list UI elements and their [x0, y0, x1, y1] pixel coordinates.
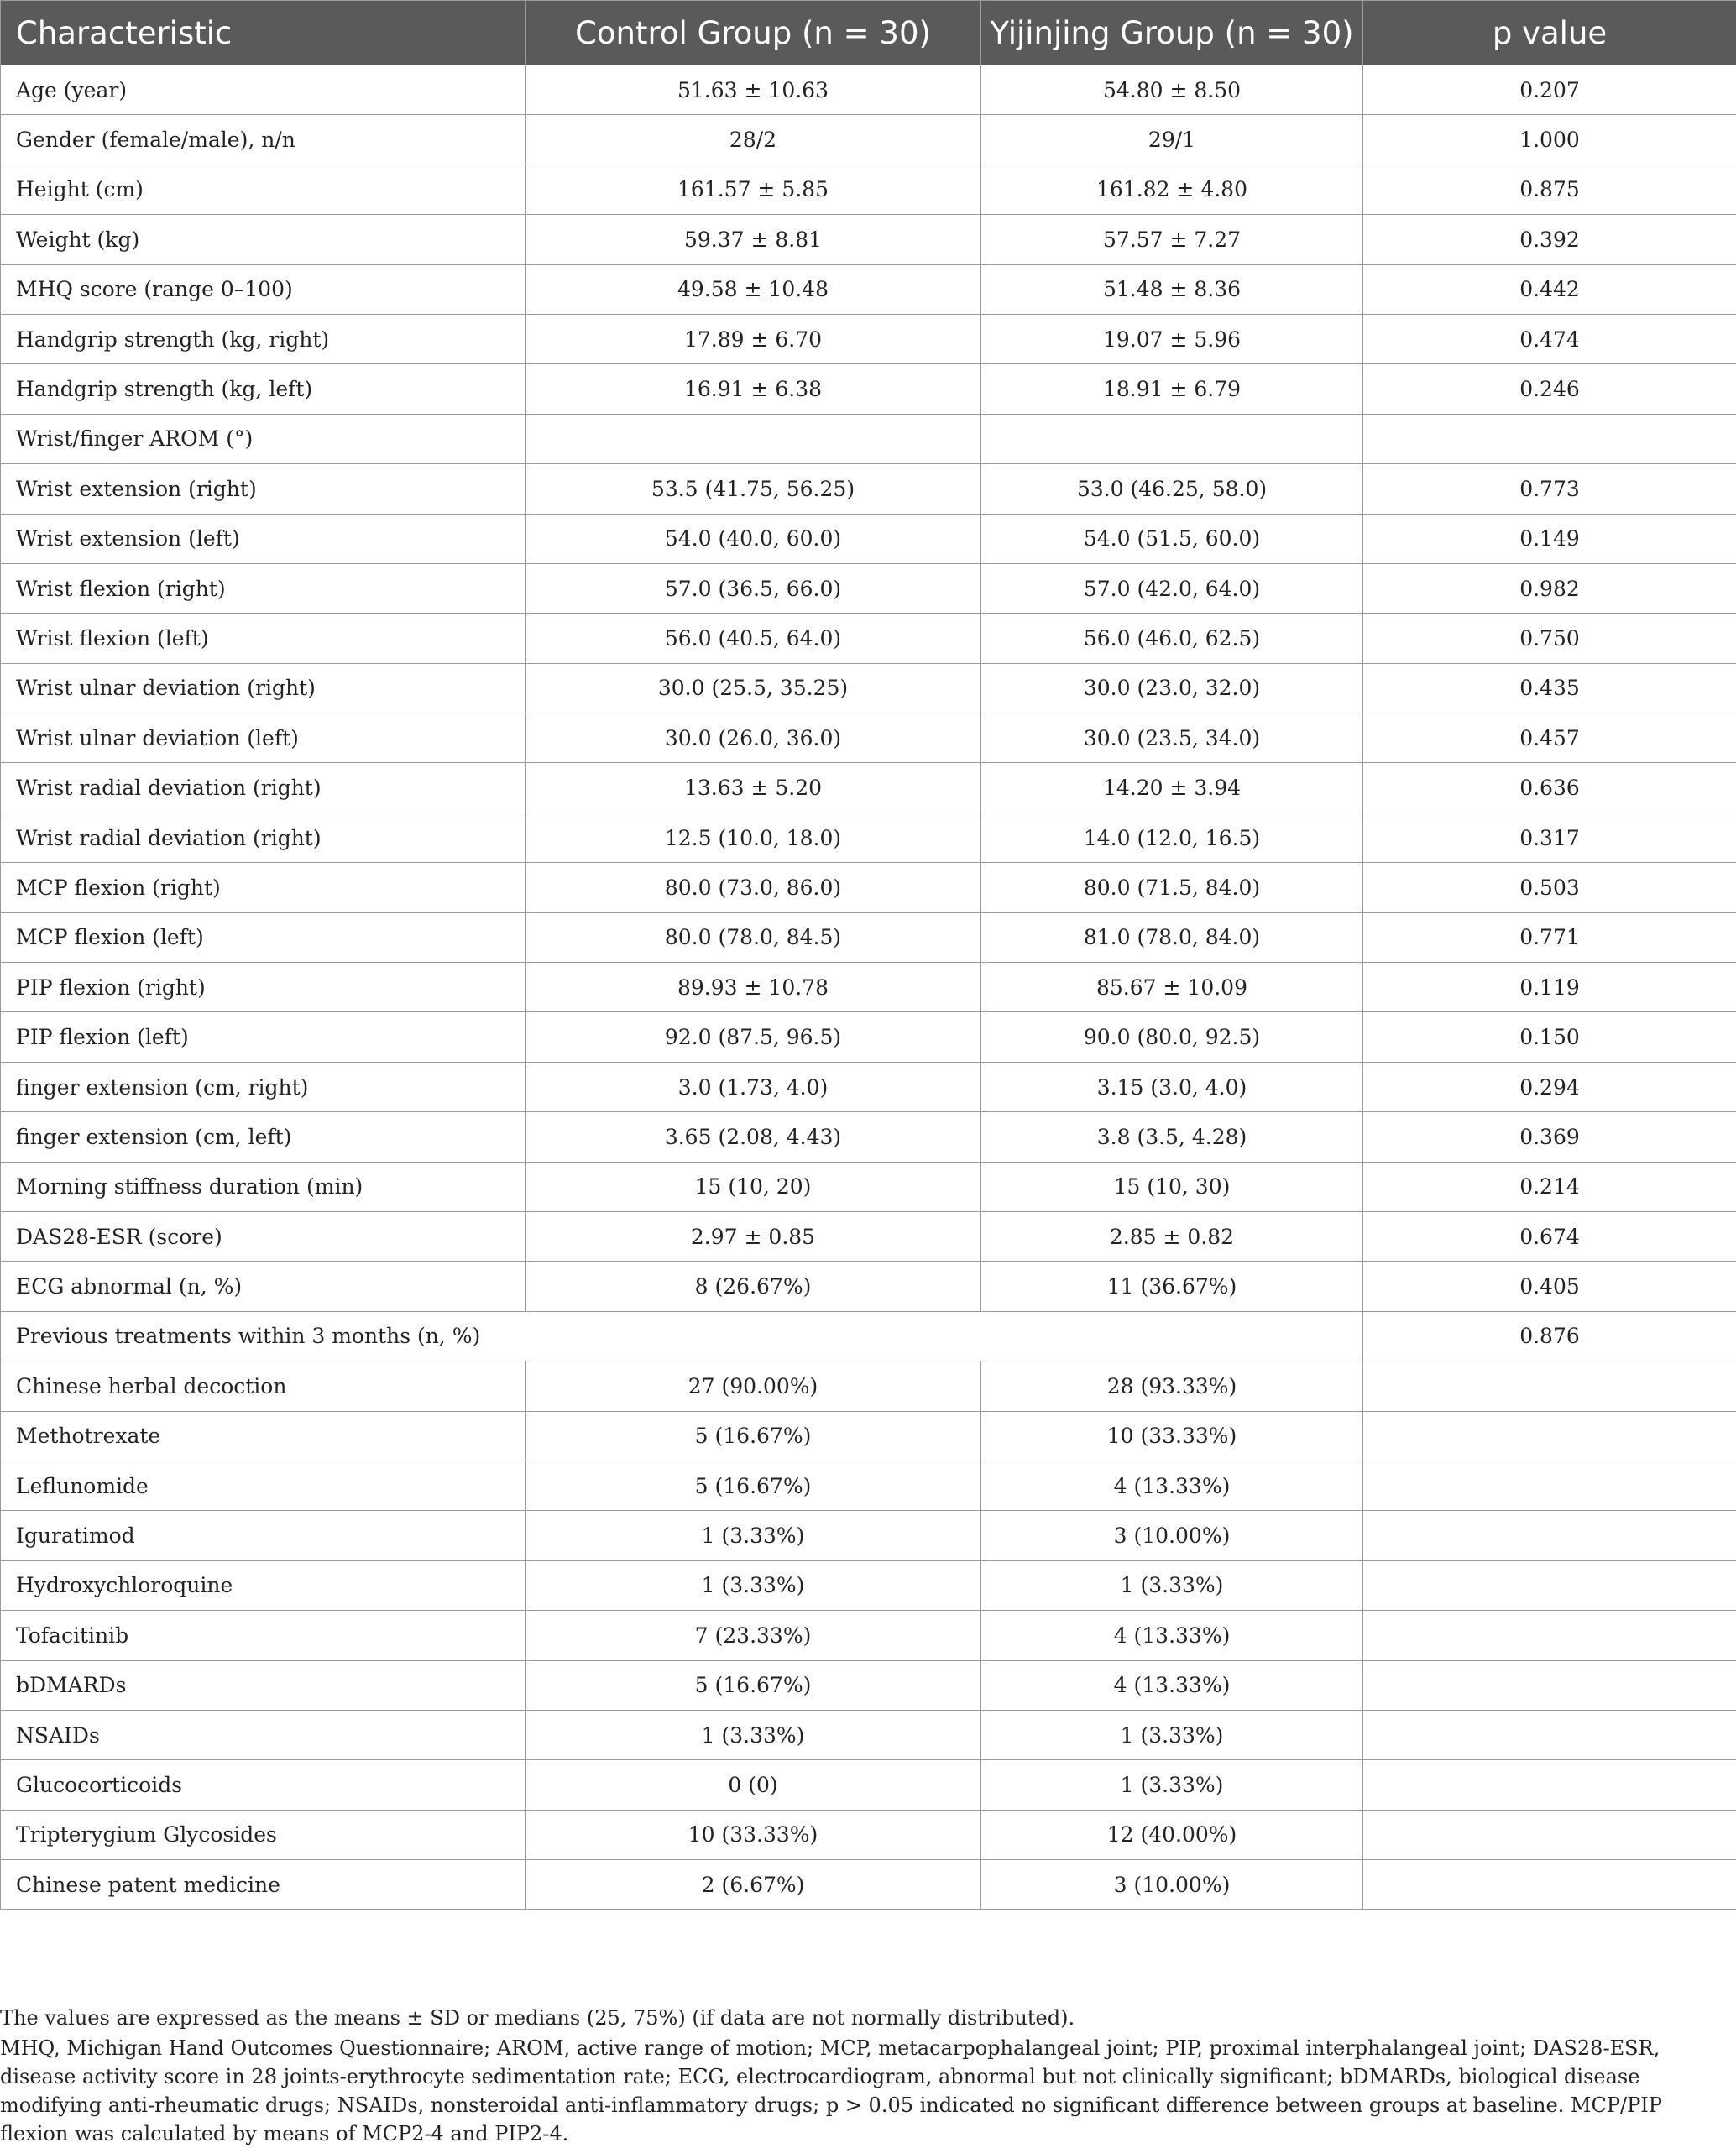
cell-p-value: 0.503	[1363, 863, 1736, 912]
cell-yijinjing-group: 2.85 ± 0.82	[981, 1211, 1363, 1261]
cell-control-group: 54.0 (40.0, 60.0)	[526, 514, 981, 563]
header-row	[1, 1, 1736, 65]
table-row	[1, 963, 1736, 1012]
cell-p-value	[1363, 1511, 1736, 1560]
cell-characteristic: Wrist/finger AROM (°)	[1, 414, 526, 463]
cell-p-value	[1363, 1810, 1736, 1859]
table-row	[1, 1411, 1736, 1461]
cell-yijinjing-group: 18.91 ± 6.79	[981, 364, 1363, 414]
cell-characteristic: Previous treatments within 3 months (n, %)	[1, 1311, 1363, 1361]
cell-characteristic: PIP flexion (right)	[1, 963, 526, 1012]
cell-characteristic: Glucocorticoids	[1, 1760, 526, 1810]
table-row	[1, 1710, 1736, 1759]
cell-characteristic: MCP flexion (left)	[1, 912, 526, 962]
cell-p-value: 0.405	[1363, 1262, 1736, 1311]
cell-control-group: 28/2	[526, 115, 981, 165]
cell-yijinjing-group: 12 (40.00%)	[981, 1810, 1363, 1859]
cell-yijinjing-group: 3.15 (3.0, 4.0)	[981, 1062, 1363, 1111]
cell-yijinjing-group: 30.0 (23.5, 34.0)	[981, 713, 1363, 763]
cell-characteristic: Handgrip strength (kg, right)	[1, 314, 526, 363]
cell-control-group: 30.0 (26.0, 36.0)	[526, 713, 981, 763]
footnote-values: The values are expressed as the means ± SD or medians (25, 75%) (if data are not normally distributed).	[0, 2004, 1712, 2032]
cell-characteristic: Hydroxychloroquine	[1, 1560, 526, 1610]
cell-characteristic: Gender (female/male), n/n	[1, 115, 526, 165]
cell-p-value	[1363, 1660, 1736, 1710]
cell-p-value: 0.773	[1363, 464, 1736, 514]
cell-control-group: 5 (16.67%)	[526, 1411, 981, 1461]
cell-control-group	[526, 414, 981, 463]
cell-control-group: 80.0 (73.0, 86.0)	[526, 863, 981, 912]
cell-control-group: 27 (90.00%)	[526, 1361, 981, 1411]
cell-p-value: 0.149	[1363, 514, 1736, 563]
cell-characteristic: Wrist radial deviation (right)	[1, 763, 526, 813]
table-row	[1, 1560, 1736, 1610]
cell-control-group: 10 (33.33%)	[526, 1810, 981, 1859]
cell-control-group: 13.63 ± 5.20	[526, 763, 981, 813]
table-row	[1, 1361, 1736, 1411]
table-row	[1, 614, 1736, 663]
cell-yijinjing-group: 14.0 (12.0, 16.5)	[981, 813, 1363, 862]
cell-yijinjing-group: 3.8 (3.5, 4.28)	[981, 1112, 1363, 1162]
table-row	[1, 1860, 1736, 1910]
table-row	[1, 663, 1736, 713]
cell-characteristic: Wrist flexion (left)	[1, 614, 526, 663]
cell-p-value	[1363, 1611, 1736, 1660]
cell-yijinjing-group: 57.0 (42.0, 64.0)	[981, 563, 1363, 613]
cell-control-group: 5 (16.67%)	[526, 1660, 981, 1710]
table-row	[1, 1760, 1736, 1810]
table-row	[1, 1311, 1736, 1361]
cell-yijinjing-group: 11 (36.67%)	[981, 1262, 1363, 1311]
cell-yijinjing-group: 56.0 (46.0, 62.5)	[981, 614, 1363, 663]
cell-characteristic: Age (year)	[1, 65, 526, 115]
cell-control-group: 16.91 ± 6.38	[526, 364, 981, 414]
table-row	[1, 813, 1736, 862]
cell-p-value: 0.246	[1363, 364, 1736, 414]
cell-control-group: 1 (3.33%)	[526, 1511, 981, 1560]
table-row	[1, 1611, 1736, 1660]
cell-p-value: 0.457	[1363, 713, 1736, 763]
cell-control-group: 1 (3.33%)	[526, 1710, 981, 1759]
table-row	[1, 1112, 1736, 1162]
cell-control-group: 53.5 (41.75, 56.25)	[526, 464, 981, 514]
table-row	[1, 1162, 1736, 1211]
table-row	[1, 165, 1736, 214]
cell-p-value	[1363, 1560, 1736, 1610]
cell-characteristic: Chinese herbal decoction	[1, 1361, 526, 1411]
cell-characteristic: finger extension (cm, right)	[1, 1062, 526, 1111]
cell-control-group: 51.63 ± 10.63	[526, 65, 981, 115]
cell-p-value: 0.294	[1363, 1062, 1736, 1111]
cell-yijinjing-group: 14.20 ± 3.94	[981, 763, 1363, 813]
cell-characteristic: Wrist ulnar deviation (left)	[1, 713, 526, 763]
cell-p-value	[1363, 1760, 1736, 1810]
cell-characteristic: Weight (kg)	[1, 215, 526, 264]
table-row	[1, 1062, 1736, 1111]
table-row	[1, 215, 1736, 264]
cell-yijinjing-group: 1 (3.33%)	[981, 1760, 1363, 1810]
cell-control-group: 2.97 ± 0.85	[526, 1211, 981, 1261]
cell-p-value: 0.214	[1363, 1162, 1736, 1211]
cell-p-value: 0.119	[1363, 963, 1736, 1012]
cell-p-value: 1.000	[1363, 115, 1736, 165]
table-row	[1, 1511, 1736, 1560]
cell-control-group: 8 (26.67%)	[526, 1262, 981, 1311]
table-row	[1, 1461, 1736, 1510]
cell-characteristic: finger extension (cm, left)	[1, 1112, 526, 1162]
cell-yijinjing-group: 4 (13.33%)	[981, 1660, 1363, 1710]
cell-characteristic: Wrist ulnar deviation (right)	[1, 663, 526, 713]
cell-characteristic: NSAIDs	[1, 1710, 526, 1759]
cell-characteristic: MHQ score (range 0–100)	[1, 264, 526, 314]
cell-yijinjing-group: 4 (13.33%)	[981, 1611, 1363, 1660]
cell-control-group: 3.65 (2.08, 4.43)	[526, 1112, 981, 1162]
table-row	[1, 464, 1736, 514]
cell-p-value: 0.435	[1363, 663, 1736, 713]
cell-characteristic: Leflunomide	[1, 1461, 526, 1510]
cell-yijinjing-group: 1 (3.33%)	[981, 1560, 1363, 1610]
cell-yijinjing-group: 3 (10.00%)	[981, 1860, 1363, 1910]
table-row	[1, 264, 1736, 314]
table-row	[1, 1660, 1736, 1710]
cell-characteristic: PIP flexion (left)	[1, 1012, 526, 1062]
cell-p-value: 0.369	[1363, 1112, 1736, 1162]
cell-yijinjing-group: 4 (13.33%)	[981, 1461, 1363, 1510]
cell-characteristic: Iguratimod	[1, 1511, 526, 1560]
table-row	[1, 65, 1736, 115]
cell-p-value: 0.474	[1363, 314, 1736, 363]
cell-control-group: 17.89 ± 6.70	[526, 314, 981, 363]
cell-p-value: 0.875	[1363, 165, 1736, 214]
cell-p-value: 0.771	[1363, 912, 1736, 962]
table-row	[1, 314, 1736, 363]
table-header	[1, 1, 1736, 65]
cell-control-group: 49.58 ± 10.48	[526, 264, 981, 314]
header-p-value: p value	[1363, 1, 1736, 65]
cell-characteristic: Height (cm)	[1, 165, 526, 214]
cell-yijinjing-group	[981, 414, 1363, 463]
header-yijinjing-group: Yijinjing Group (n = 30)	[981, 1, 1363, 65]
cell-characteristic: Tripterygium Glycosides	[1, 1810, 526, 1859]
cell-characteristic: Morning stiffness duration (min)	[1, 1162, 526, 1211]
cell-yijinjing-group: 15 (10, 30)	[981, 1162, 1363, 1211]
cell-characteristic: Tofacitinib	[1, 1611, 526, 1660]
cell-yijinjing-group: 81.0 (78.0, 84.0)	[981, 912, 1363, 962]
cell-control-group: 57.0 (36.5, 66.0)	[526, 563, 981, 613]
cell-p-value: 0.150	[1363, 1012, 1736, 1062]
cell-control-group: 59.37 ± 8.81	[526, 215, 981, 264]
table-row	[1, 364, 1736, 414]
cell-characteristic: Handgrip strength (kg, left)	[1, 364, 526, 414]
cell-p-value: 0.750	[1363, 614, 1736, 663]
cell-p-value	[1363, 1860, 1736, 1910]
cell-control-group: 30.0 (25.5, 35.25)	[526, 663, 981, 713]
cell-control-group: 0 (0)	[526, 1760, 981, 1810]
cell-characteristic: Methotrexate	[1, 1411, 526, 1461]
cell-p-value	[1363, 1461, 1736, 1510]
cell-yijinjing-group: 85.67 ± 10.09	[981, 963, 1363, 1012]
cell-control-group: 92.0 (87.5, 96.5)	[526, 1012, 981, 1062]
cell-characteristic: MCP flexion (right)	[1, 863, 526, 912]
cell-control-group: 5 (16.67%)	[526, 1461, 981, 1510]
cell-control-group: 2 (6.67%)	[526, 1860, 981, 1910]
header-control-group: Control Group (n = 30)	[526, 1, 981, 65]
cell-characteristic: Wrist extension (left)	[1, 514, 526, 563]
table-row	[1, 514, 1736, 563]
cell-yijinjing-group: 53.0 (46.25, 58.0)	[981, 464, 1363, 514]
cell-characteristic: Wrist extension (right)	[1, 464, 526, 514]
cell-p-value: 0.876	[1363, 1311, 1736, 1361]
cell-p-value: 0.207	[1363, 65, 1736, 115]
table-body	[1, 65, 1736, 1910]
table-row	[1, 115, 1736, 165]
table-row	[1, 1810, 1736, 1859]
table-row	[1, 563, 1736, 613]
cell-control-group: 3.0 (1.73, 4.0)	[526, 1062, 981, 1111]
cell-characteristic: ECG abnormal (n, %)	[1, 1262, 526, 1311]
cell-yijinjing-group: 3 (10.00%)	[981, 1511, 1363, 1560]
cell-characteristic: Wrist flexion (right)	[1, 563, 526, 613]
cell-p-value: 0.636	[1363, 763, 1736, 813]
cell-control-group: 15 (10, 20)	[526, 1162, 981, 1211]
table-row	[1, 912, 1736, 962]
cell-p-value	[1363, 1361, 1736, 1411]
cell-p-value: 0.442	[1363, 264, 1736, 314]
cell-yijinjing-group: 10 (33.33%)	[981, 1411, 1363, 1461]
table-row	[1, 1012, 1736, 1062]
cell-p-value: 0.392	[1363, 215, 1736, 264]
table-row	[1, 1262, 1736, 1311]
cell-control-group: 89.93 ± 10.78	[526, 963, 981, 1012]
cell-p-value: 0.982	[1363, 563, 1736, 613]
cell-yijinjing-group: 57.57 ± 7.27	[981, 215, 1363, 264]
cell-yijinjing-group: 90.0 (80.0, 92.5)	[981, 1012, 1363, 1062]
cell-yijinjing-group: 51.48 ± 8.36	[981, 264, 1363, 314]
table-row	[1, 763, 1736, 813]
cell-yijinjing-group: 54.0 (51.5, 60.0)	[981, 514, 1363, 563]
cell-p-value: 0.317	[1363, 813, 1736, 862]
cell-yijinjing-group: 54.80 ± 8.50	[981, 65, 1363, 115]
cell-p-value	[1363, 1411, 1736, 1461]
table-row	[1, 863, 1736, 912]
cell-characteristic: Chinese patent medicine	[1, 1860, 526, 1910]
cell-p-value: 0.674	[1363, 1211, 1736, 1261]
table-row	[1, 414, 1736, 463]
cell-control-group: 56.0 (40.5, 64.0)	[526, 614, 981, 663]
cell-characteristic: DAS28-ESR (score)	[1, 1211, 526, 1261]
cell-control-group: 80.0 (78.0, 84.5)	[526, 912, 981, 962]
cell-control-group: 161.57 ± 5.85	[526, 165, 981, 214]
header-characteristic: Characteristic	[1, 1, 526, 65]
cell-yijinjing-group: 19.07 ± 5.96	[981, 314, 1363, 363]
cell-yijinjing-group: 30.0 (23.0, 32.0)	[981, 663, 1363, 713]
cell-yijinjing-group: 80.0 (71.5, 84.0)	[981, 863, 1363, 912]
cell-control-group: 12.5 (10.0, 18.0)	[526, 813, 981, 862]
cell-p-value	[1363, 414, 1736, 463]
cell-yijinjing-group: 1 (3.33%)	[981, 1710, 1363, 1759]
footnote-abbreviations: MHQ, Michigan Hand Outcomes Questionnaire; AROM, active range of motion; MCP, metacarpophalangeal joint; PIP, proximal interphalangeal joint; DAS28-ESR, disease activity score in 28 joints-erythrocyte sedimentation rate; ECG, electrocardiogram, abnormal but not clinically significant; bDMARDs, biological disease modifying anti-rheumatic drugs; NSAIDs, nonsteroidal anti-inflammatory drugs; p > 0.05 indicated no significant difference between groups at baseline. MCP/PIP flexion was calculated by means of MCP2-4 and PIP2-4.	[0, 2034, 1712, 2148]
cell-control-group: 1 (3.33%)	[526, 1560, 981, 1610]
table-row	[1, 713, 1736, 763]
cell-yijinjing-group: 161.82 ± 4.80	[981, 165, 1363, 214]
cell-p-value	[1363, 1710, 1736, 1759]
cell-yijinjing-group: 29/1	[981, 115, 1363, 165]
cell-characteristic: Wrist radial deviation (right)	[1, 813, 526, 862]
cell-characteristic: bDMARDs	[1, 1660, 526, 1710]
cell-control-group: 7 (23.33%)	[526, 1611, 981, 1660]
cell-yijinjing-group: 28 (93.33%)	[981, 1361, 1363, 1411]
table-row	[1, 1211, 1736, 1261]
